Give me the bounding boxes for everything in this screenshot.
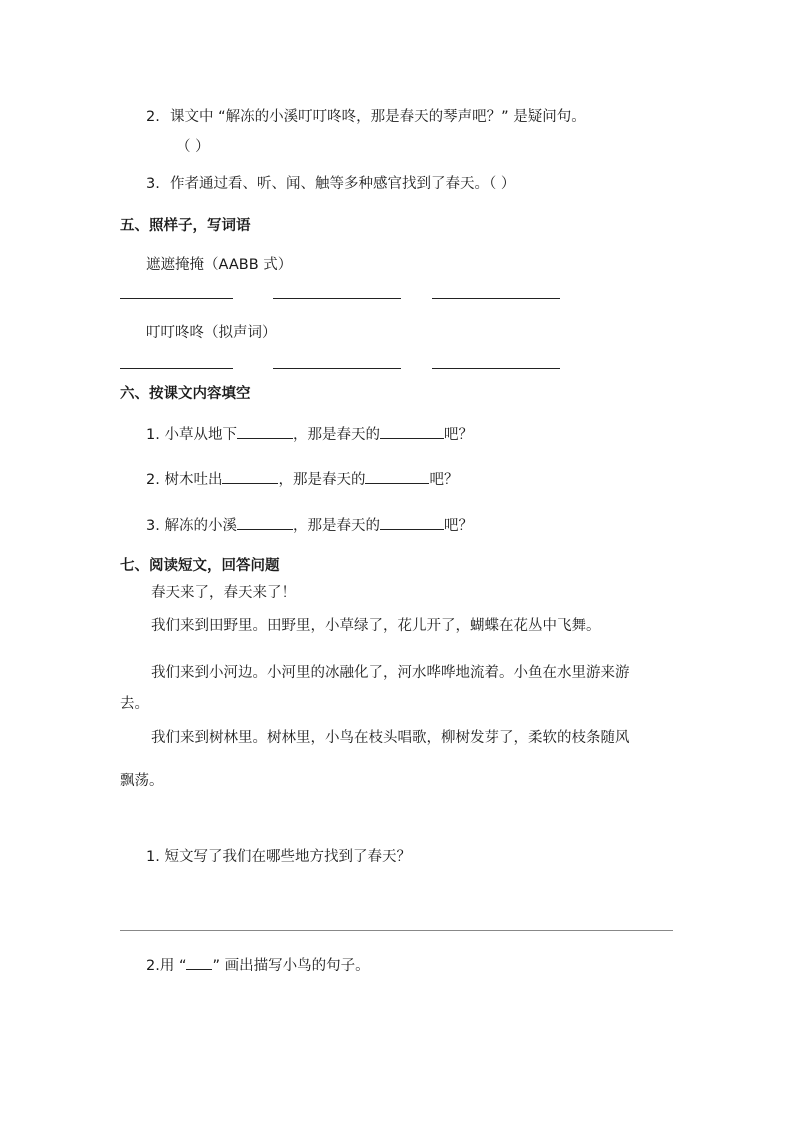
fill-item-number: 3. <box>146 518 160 534</box>
fill-blank <box>237 515 293 530</box>
answer-line <box>273 298 401 299</box>
passage-line: 春天来了，春天来了！ <box>151 585 296 601</box>
q4-2-number: 2. <box>146 109 160 125</box>
fill-item-text: ，那是春天的 <box>292 518 380 534</box>
fill-item <box>146 515 473 536</box>
question-text: ” 画出描写小鸟的句子。 <box>212 958 370 974</box>
fill-blank <box>222 469 278 484</box>
section7-heading: 七、阅读短文，回答问题 <box>120 558 280 574</box>
answer-line <box>120 368 233 369</box>
passage-line: 我们来到小河边。小河里的冰融化了，河水哗哗地流着。小鱼在水里游来游 <box>151 665 630 681</box>
fill-item-text: 吧？ <box>443 427 473 443</box>
fill-blank <box>380 515 444 530</box>
fill-blank <box>380 424 444 439</box>
section5-heading: 五、照样子，写词语 <box>120 218 251 234</box>
section6-heading: 六、按课文内容填空 <box>120 386 251 402</box>
question-number: 1. <box>146 849 160 865</box>
fill-blank <box>237 424 293 439</box>
q4-2-answer-paren: （ ） <box>176 139 210 155</box>
fill-item <box>146 424 473 445</box>
q4-3-number: 3. <box>146 176 160 192</box>
answer-line <box>273 368 401 369</box>
fill-item <box>146 469 458 490</box>
fill-item-text: 吧？ <box>429 472 459 488</box>
q4-3-text: 作者通过看、听、闻、触等多种感官找到了春天。（ ） <box>170 176 516 192</box>
fill-item-text: 解冻的小溪 <box>164 518 237 534</box>
reading-question-1 <box>146 847 411 867</box>
passage-line: 我们来到树林里。树林里，小鸟在枝头唱歌，柳树发芽了，柔软的枝条随风 <box>151 730 630 746</box>
passage-line: 飘荡。 <box>120 773 164 789</box>
reading-question-2 <box>146 956 370 976</box>
answer-line <box>120 298 233 299</box>
fill-item-text: 吧？ <box>443 518 473 534</box>
answer-line <box>432 298 560 299</box>
passage-line: 去。 <box>120 696 149 712</box>
fill-blank <box>365 469 429 484</box>
question-text: 2.用 “ <box>146 958 187 974</box>
fill-item-text: ，那是春天的 <box>278 472 366 488</box>
passage-line: 我们来到田野里。田野里，小草绿了，花儿开了，蝴蝶在花丛中飞舞。 <box>151 618 601 634</box>
fill-item-text: ，那是春天的 <box>292 427 380 443</box>
section5-example-1: 遮遮掩掩（AABB 式） <box>146 257 293 273</box>
underline-sample <box>186 957 212 970</box>
fill-item-text: 树木吐出 <box>164 472 223 488</box>
fill-item-number: 1. <box>146 427 160 443</box>
section5-example-2: 叮叮咚咚（拟声词） <box>146 325 277 341</box>
question-text: 短文写了我们在哪些地方找到了春天？ <box>164 849 411 865</box>
answer-rule <box>120 930 673 931</box>
q4-2-text: 课文中 “解冻的小溪叮叮咚咚，那是春天的琴声吧？” 是疑问句。 <box>170 109 586 125</box>
answer-line <box>432 368 560 369</box>
fill-item-text: 小草从地下 <box>164 427 237 443</box>
fill-item-number: 2. <box>146 472 160 488</box>
